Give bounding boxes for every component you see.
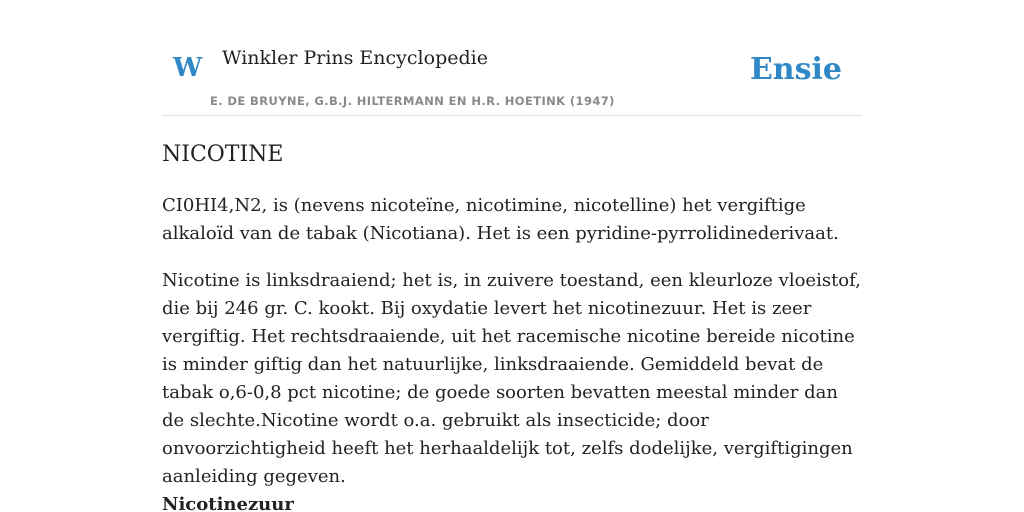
page-header <box>162 0 862 116</box>
article-paragraph: CI0HI4,N2, is (nevens nicoteïne, nicotimine, nicotelline) het vergiftige alkaloïd van de tabak (Nicotiana). Het is een pyridine-pyrrolidinederivaat. <box>162 195 839 244</box>
ensie-logo[interactable]: Ensie <box>749 52 842 87</box>
page <box>162 0 862 512</box>
winkler-prins-logo[interactable]: W <box>173 53 203 83</box>
next-entry-heading: Nicotinezuur <box>162 494 294 512</box>
publication-authors: E. DE BRUYNE, G.B.J. HILTERMANN EN H.R. HOETINK (1947) <box>210 94 615 108</box>
article-paragraph: Nicotine is linksdraaiend; het is, in zuivere toestand, een kleurloze vloeistof, die bij 246 gr. C. kookt. Bij oxydatie levert het nicotinezuur. Het is zeer vergiftig. Het rechtsdraaiende, uit het racemische nicotine bereide nicotine is minder giftig dan het natuurlijke, linksdraaiende. Gemiddeld bevat de tabak o,6-0,8 pct nicotine; de goede soorten bevatten meestal minder dan de slechte.Nicotine wordt o.a. gebruikt als insecticide; door onvoorzichtigheid heeft het herhaaldelijk tot, zelfs dodelijke, vergiftigingen aanleiding gegeven. <box>162 270 861 487</box>
entry-title: NICOTINE <box>162 142 284 167</box>
publication-title[interactable]: Winkler Prins Encyclopedie <box>222 47 488 69</box>
